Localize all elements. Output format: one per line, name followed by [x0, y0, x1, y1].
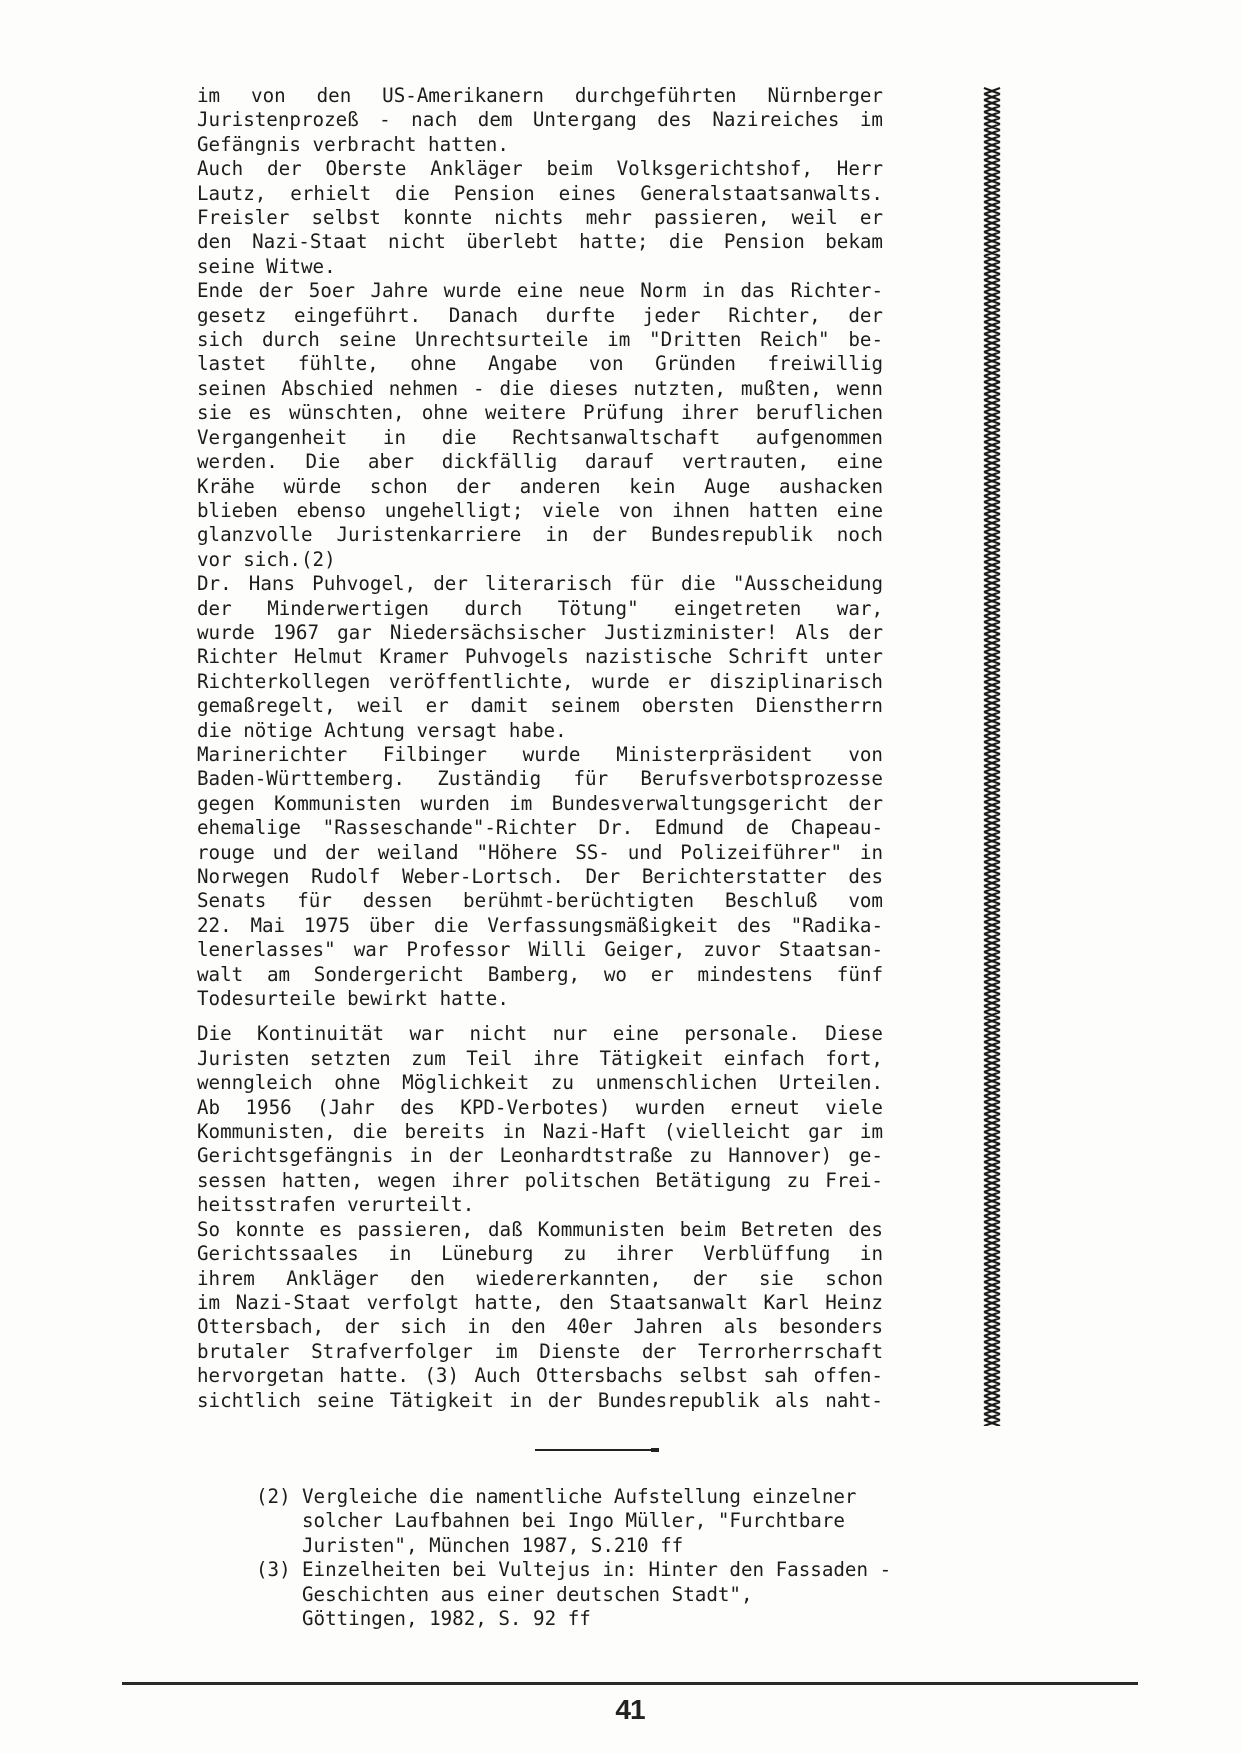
footnote-line: Juristen", München 1987, S.210 ff: [302, 1533, 684, 1557]
text-line: Kommunisten, die bereits in Nazi-Haft (vielleicht gar im: [197, 1120, 883, 1144]
footnote-line: solcher Laufbahnen bei Ingo Müller, "Furchtbare: [302, 1509, 845, 1533]
text-line: Baden-Württemberg. Zuständig für Berufsverbotsprozesse: [197, 767, 883, 791]
text-line: lastet fühlte, ohne Angabe von Gründen freiwillig: [197, 352, 883, 376]
text-line: seine Witwe.: [197, 254, 336, 278]
paragraph: [197, 84, 883, 157]
footnote: [256, 1485, 956, 1558]
text-line: gegen Kommunisten wurden im Bundesverwaltungsgericht der: [197, 791, 883, 815]
text-line: rouge und der weiland "Höhere SS- und Polizeiführer" in: [197, 840, 883, 864]
text-line: Ende der 5oer Jahre wurde eine neue Norm in das Richter-: [197, 279, 883, 303]
text-line: Norwegen Rudolf Weber-Lortsch. Der Berichterstatter des: [197, 865, 883, 888]
text-line: blieben ebenso ungehelligt; viele von ihnen hatten eine: [197, 498, 883, 522]
text-line: Todesurteile bewirkt hatte.: [197, 987, 509, 1011]
text-line: Richterkollegen veröffentlichte, wurde er disziplinarisch: [197, 669, 883, 693]
main-text-column: [197, 84, 883, 1413]
text-line: Richter Helmut Kramer Puhvogels nazistische Schrift unter: [197, 645, 883, 669]
text-line: Gerichtssaales in Lüneburg zu ihrer Verblüffung in: [197, 1242, 883, 1266]
paragraph: [197, 157, 883, 279]
text-line: wurde 1967 gar Niedersächsischer Justizminister! Als der: [197, 620, 883, 644]
footnote-marker: (3): [256, 1558, 291, 1582]
zigzag-pattern: [984, 88, 1000, 1426]
text-line: im Nazi-Staat verfolgt hatte, den Staatsanwalt Karl Heinz: [197, 1290, 883, 1314]
footnote-line: Göttingen, 1982, S. 92 ff: [302, 1607, 591, 1631]
text-line: den Nazi-Staat nicht überlebt hatte; die Pension bekam: [197, 230, 883, 254]
text-line: vor sich.(2): [197, 547, 336, 571]
text-line: Ottersbach, der sich in den 40er Jahren als besonders: [197, 1315, 883, 1339]
page-number: 41: [615, 1694, 645, 1725]
text-line: sessen hatten, wegen ihrer politschen Betätigung zu Frei-: [197, 1168, 883, 1192]
text-line: So konnte es passieren, daß Kommunisten beim Betreten des: [197, 1217, 883, 1241]
text-line: der Minderwertigen durch Tötung" eingetreten war,: [197, 596, 883, 620]
text-line: Marinerichter Filbinger wurde Ministerpräsident von: [197, 742, 883, 766]
page-bottom-rule: [122, 1682, 1138, 1685]
text-line: wenngleich ohne Möglichkeit zu unmenschlichen Urteilen.: [197, 1071, 883, 1095]
text-line: Auch der Oberste Ankläger beim Volksgerichtshof, Herr: [197, 157, 883, 181]
paragraph: [197, 279, 883, 572]
text-line: sie es wünschten, ohne weitere Prüfung ihrer beruflichen: [197, 401, 883, 425]
text-line: brutaler Strafverfolger im Dienste der Terrorherrschaft: [197, 1339, 883, 1363]
text-line: im von den US-Amerikanern durchgeführten Nürnberger: [197, 84, 883, 107]
text-line: Juristenprozeß - nach dem Untergang des Nazireiches im: [197, 108, 883, 132]
text-line: Ab 1956 (Jahr des KPD-Verbotes) wurden erneut viele: [197, 1095, 883, 1119]
footnote-line: Geschichten aus einer deutschen Stadt",: [302, 1582, 753, 1606]
text-line: heitsstrafen verurteilt.: [197, 1193, 475, 1217]
text-line: hervorgetan hatte. (3) Auch Ottersbachs selbst sah offen-: [197, 1364, 883, 1388]
text-line: Juristen setzten zum Teil ihre Tätigkeit einfach fort,: [197, 1046, 883, 1070]
footnote-separator: [535, 1449, 655, 1451]
text-line: Freisler selbst konnte nichts mehr passieren, weil er: [197, 206, 883, 230]
text-line: Gerichtsgefängnis in der Leonhardtstraße zu Hannover) ge-: [197, 1144, 883, 1168]
text-line: ihrem Ankläger den wiedererkannten, der sie schon: [197, 1266, 883, 1290]
text-line: ehemalige "Rasseschande"-Richter Dr. Edmund de Chapeau-: [197, 816, 883, 840]
text-line: lenerlasses" war Professor Willi Geiger, zuvor Staatsan-: [197, 938, 883, 962]
text-line: Vergangenheit in die Rechtsanwaltschaft aufgenommen: [197, 425, 883, 449]
paragraph: [197, 743, 883, 1011]
text-line: 22. Mai 1975 über die Verfassungsmäßigkeit des "Radika-: [197, 913, 883, 937]
paragraph: [197, 1022, 883, 1217]
footnote-line: Vergleiche die namentliche Aufstellung einzelner: [302, 1485, 857, 1508]
text-line: sichtlich seine Tätigkeit in der Bundesrepublik als naht-: [197, 1388, 883, 1412]
text-line: sich durch seine Unrechtsurteile im "Dritten Reich" be-: [197, 328, 883, 352]
text-line: Krähe würde schon der anderen kein Auge aushacken: [197, 474, 883, 498]
decorative-border-strip: [976, 84, 1016, 1426]
footnote-line: Einzelheiten bei Vultejus in: Hinter den Fassaden -: [302, 1558, 892, 1582]
text-line: Gefängnis verbracht hatten.: [197, 132, 509, 156]
text-line: walt am Sondergericht Bamberg, wo er mindestens fünf: [197, 962, 883, 986]
text-line: Senats für dessen berühmt-berüchtigten Beschluß vom: [197, 889, 883, 913]
paragraph: [197, 572, 883, 743]
text-line: Die Kontinuität war nicht nur eine personale. Diese: [197, 1022, 883, 1046]
text-line: die nötige Achtung versagt habe.: [197, 718, 567, 742]
text-line: Lautz, erhielt die Pension eines Generalstaatsanwalts.: [197, 181, 883, 205]
footnote-marker: (2): [256, 1485, 291, 1508]
footnotes-section: [256, 1485, 956, 1631]
text-line: gemaßregelt, weil er damit seinem obersten Dienstherrn: [197, 694, 883, 718]
footnote: [256, 1558, 956, 1631]
text-line: gesetz eingeführt. Danach durfte jeder Richter, der: [197, 303, 883, 327]
text-line: glanzvolle Juristenkarriere in der Bundesrepublik noch: [197, 523, 883, 547]
paragraph: [197, 1218, 883, 1413]
text-line: seinen Abschied nehmen - die dieses nutzten, mußten, wenn: [197, 376, 883, 400]
text-line: Dr. Hans Puhvogel, der literarisch für die "Ausscheidung: [197, 572, 883, 596]
text-line: werden. Die aber dickfällig darauf vertrauten, eine: [197, 450, 883, 474]
